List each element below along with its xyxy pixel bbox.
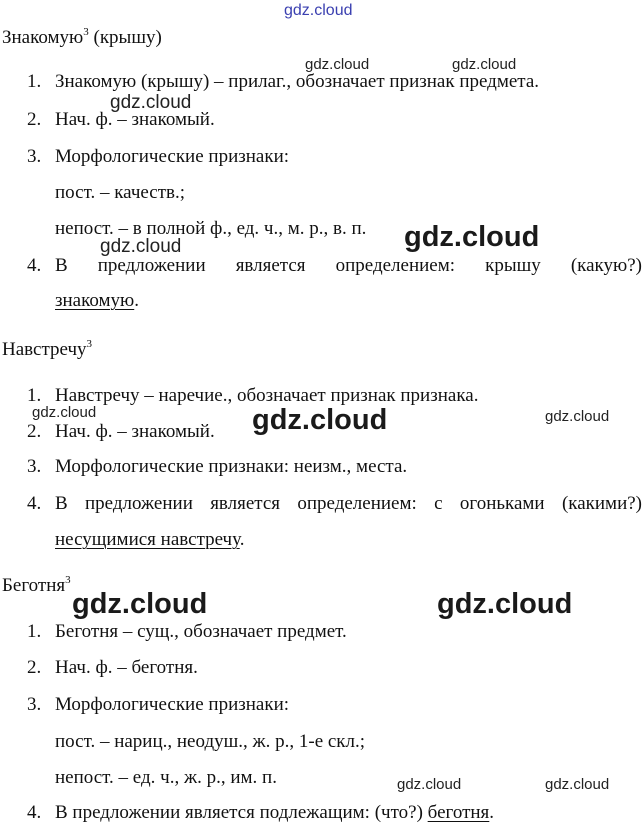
justified-line bbox=[55, 492, 642, 516]
item-number: 2. bbox=[27, 109, 42, 130]
item-text: Нач. ф. – знакомый. bbox=[55, 421, 215, 442]
watermark: gdz.cloud bbox=[110, 92, 192, 113]
item-text: Знакомую (крышу) – прилаг., обозначает признак предмета. bbox=[55, 71, 540, 92]
watermark: gdz.cloud bbox=[545, 408, 610, 425]
item-number: 3. bbox=[27, 694, 42, 715]
word: определением: bbox=[297, 493, 417, 514]
watermark: gdz.cloud bbox=[404, 221, 540, 253]
item-number: 2. bbox=[27, 657, 42, 678]
word: (какую?) bbox=[570, 255, 642, 276]
watermark: gdz.cloud bbox=[452, 56, 517, 73]
underlined-word: знакомую bbox=[55, 290, 135, 311]
item-number: 4. bbox=[27, 255, 42, 276]
item-number: 4. bbox=[27, 802, 42, 823]
item-number: 3. bbox=[27, 146, 42, 167]
item-number: 4. bbox=[27, 493, 42, 514]
sub-item-text: пост. – качеств.; bbox=[55, 182, 186, 203]
section-heading: Знакомую$^3$ (крышу) bbox=[2, 26, 162, 48]
watermark: gdz.cloud bbox=[252, 404, 388, 436]
item-text: Беготня – сущ., обозначает предмет. bbox=[55, 621, 347, 642]
item-number: 3. bbox=[27, 456, 42, 477]
word: В bbox=[55, 493, 68, 514]
word: предложении bbox=[97, 255, 206, 276]
item-number: 1. bbox=[27, 621, 42, 642]
justified-line bbox=[55, 254, 642, 278]
item-number: 1. bbox=[27, 71, 42, 92]
watermark: gdz.cloud bbox=[72, 588, 208, 620]
item-text: Нач. ф. – знакомый. bbox=[55, 109, 215, 130]
item-text: Морфологические признаки: bbox=[55, 146, 290, 167]
watermark: gdz.cloud bbox=[32, 404, 97, 421]
word: предложении bbox=[85, 493, 193, 514]
watermark: gdz.cloud bbox=[100, 236, 182, 257]
underlined-phrase: несущимися навстречу bbox=[55, 529, 240, 550]
item-text: Навстречу – наречие., обозначает признак признака. bbox=[55, 385, 479, 406]
word: В bbox=[55, 255, 68, 276]
section-heading: Навстречу$^3$ bbox=[2, 338, 92, 360]
word: определением: bbox=[335, 255, 456, 276]
item-text-continuation: несущимися навстречу. bbox=[55, 529, 245, 550]
watermark: gdz.cloud bbox=[545, 776, 610, 793]
item-number: 2. bbox=[27, 421, 42, 442]
sub-item-text: непост. – в полной ф., ед. ч., м. р., в. п. bbox=[55, 218, 367, 239]
watermark: gdz.cloud bbox=[305, 56, 370, 73]
word: с bbox=[434, 493, 443, 514]
word: (какими?) bbox=[561, 493, 642, 514]
watermark: gdz.cloud bbox=[397, 776, 462, 793]
item-number: 1. bbox=[27, 385, 42, 406]
item-text: В предложении является подлежащим: (что?) беготня. bbox=[55, 802, 495, 823]
sub-item-text: непост. – ед. ч., ж. р., им. п. bbox=[55, 767, 277, 788]
underlined-word: беготня bbox=[427, 802, 490, 823]
watermark: gdz.cloud bbox=[437, 588, 573, 620]
word: является bbox=[210, 493, 281, 514]
item-text: Нач. ф. – беготня. bbox=[55, 657, 198, 678]
item-text: Морфологические признаки: bbox=[55, 694, 290, 715]
word: огоньками bbox=[459, 493, 545, 514]
sub-item-text: пост. – нариц., неодуш., ж. р., 1-е скл.; bbox=[55, 731, 366, 752]
watermark: gdz.cloud bbox=[284, 2, 353, 19]
item-text: Морфологические признаки: неизм., места. bbox=[55, 456, 408, 477]
word: является bbox=[235, 255, 306, 276]
section-heading: Беготня$^3$ bbox=[2, 574, 71, 596]
word: крышу bbox=[485, 255, 541, 276]
item-text-continuation: знакомую. bbox=[55, 290, 139, 311]
